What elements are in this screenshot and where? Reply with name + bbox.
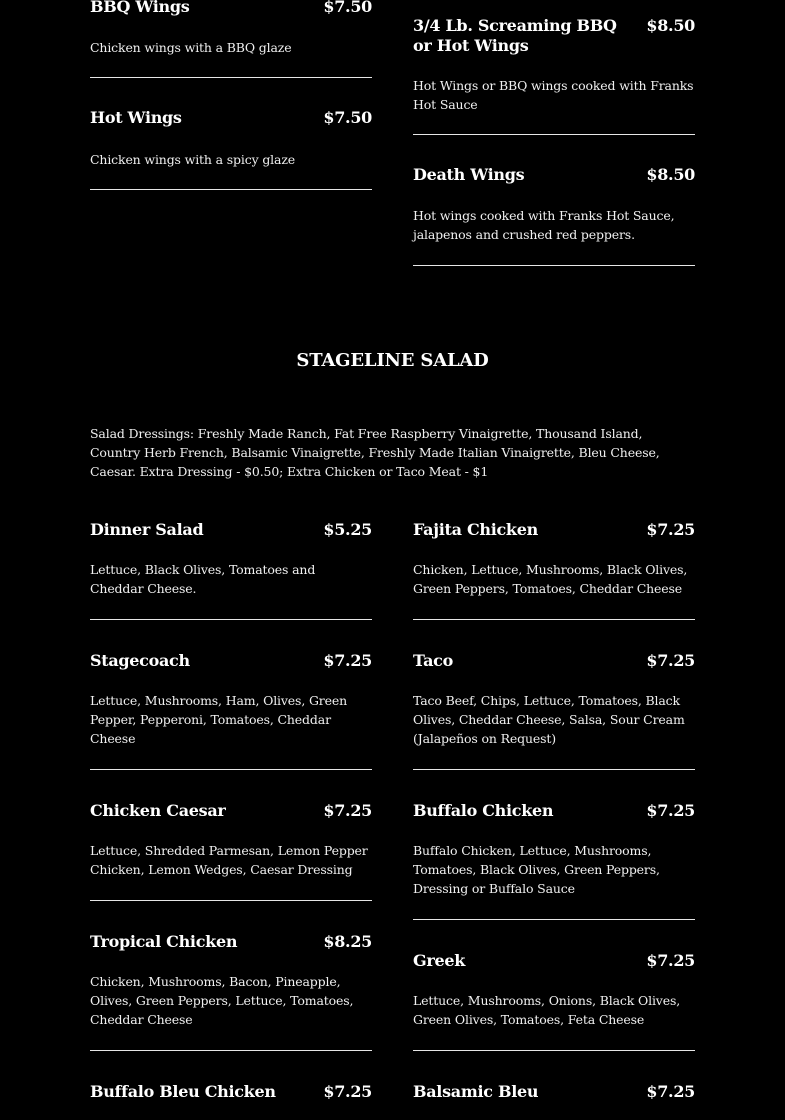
item-description: Chicken wings with a BBQ glaze [90, 40, 292, 55]
menu-item[interactable] [413, 135, 695, 266]
item-name: Greek [413, 951, 466, 970]
menu-item[interactable] [413, 520, 695, 620]
item-name: Chicken Caesar [90, 801, 226, 820]
item-description: Lettuce, Shredded Parmesan, Lemon Pepper Chicken, Lemon Wedges, Caesar Dressing [90, 843, 368, 877]
item-name: Hot Wings [90, 108, 182, 127]
menu-item[interactable] [90, 520, 372, 620]
menu-item[interactable] [90, 1051, 372, 1120]
item-price: $7.25 [646, 520, 695, 539]
salad-column-left [90, 520, 372, 1120]
item-price: $8.50 [646, 165, 695, 184]
item-price: $5.25 [323, 520, 372, 539]
item-price: $8.25 [323, 932, 372, 951]
item-name: Fajita Chicken [413, 520, 538, 539]
item-price: $7.25 [646, 1082, 695, 1101]
item-price: $7.50 [323, 0, 372, 16]
item-description: Lettuce, Mushrooms, Onions, Black Olives, Green Olives, Tomatoes, Feta Cheese [413, 993, 681, 1027]
item-description: Taco Beef, Chips, Lettuce, Tomatoes, Black Olives, Cheddar Cheese, Salsa, Sour Cream (Jalapeños on Request) [413, 693, 685, 746]
menu-item[interactable] [413, 920, 695, 1051]
menu-item[interactable] [90, 620, 372, 770]
menu-item[interactable] [90, 901, 372, 1051]
menu-item[interactable] [90, 78, 372, 190]
section-note: Salad Dressings: Freshly Made Ranch, Fat Free Raspberry Vinaigrette, Thousand Island, Country Herb French, Balsamic Vinaigrette, Freshly Made Italian Vinaigrette, Bleu Cheese, Caesar. Extra Dressing - $0.50; Extra Chicken or Taco Meat - $1 [90, 426, 660, 479]
item-name: Buffalo Bleu Chicken [90, 1082, 276, 1101]
wings-column-right [413, 16, 695, 266]
section-title: STAGELINE SALAD [296, 350, 489, 371]
item-description: Chicken, Mushrooms, Bacon, Pineapple, Olives, Green Peppers, Lettuce, Tomatoes, Cheddar Cheese [90, 974, 354, 1027]
wings-column-left [90, 0, 372, 190]
item-name: Balsamic Bleu [413, 1082, 539, 1101]
item-name: BBQ Wings [90, 0, 190, 16]
menu-item[interactable] [90, 770, 372, 901]
item-price: $7.25 [646, 651, 695, 670]
item-price: $8.50 [646, 16, 695, 35]
item-name: Dinner Salad [90, 520, 204, 539]
menu-item[interactable] [413, 770, 695, 920]
menu-item[interactable] [90, 0, 372, 78]
item-name: 3/4 Lb. Screaming BBQ or Hot Wings [413, 16, 617, 55]
item-description: Buffalo Chicken, Lettuce, Mushrooms, Tomatoes, Black Olives, Green Peppers, Dressing or Buffalo Sauce [413, 843, 660, 896]
menu-item[interactable] [413, 16, 695, 135]
item-description: Hot Wings or BBQ wings cooked with Franks Hot Sauce [413, 78, 694, 112]
item-description: Lettuce, Black Olives, Tomatoes and Cheddar Cheese. [90, 562, 316, 596]
item-price: $7.25 [323, 1082, 372, 1101]
item-description: Chicken, Lettuce, Mushrooms, Black Olives, Green Peppers, Tomatoes, Cheddar Cheese [413, 562, 688, 596]
item-name: Tropical Chicken [90, 932, 238, 951]
item-name: Stagecoach [90, 651, 190, 670]
salad-column-right [413, 520, 695, 1120]
menu-item[interactable] [413, 620, 695, 770]
item-price: $7.50 [323, 108, 372, 127]
item-name: Death Wings [413, 165, 525, 184]
item-description: Hot wings cooked with Franks Hot Sauce, jalapenos and crushed red peppers. [413, 208, 675, 242]
item-description: Lettuce, Mushrooms, Ham, Olives, Green Pepper, Pepperoni, Tomatoes, Cheddar Cheese [90, 693, 348, 746]
item-price: $7.25 [323, 651, 372, 670]
item-name: Buffalo Chicken [413, 801, 554, 820]
item-price: $7.25 [646, 801, 695, 820]
item-description: Chicken wings with a spicy glaze [90, 152, 296, 167]
item-price: $7.25 [646, 951, 695, 970]
menu-item[interactable] [413, 1051, 695, 1120]
item-price: $7.25 [323, 801, 372, 820]
item-name: Taco [413, 651, 453, 670]
